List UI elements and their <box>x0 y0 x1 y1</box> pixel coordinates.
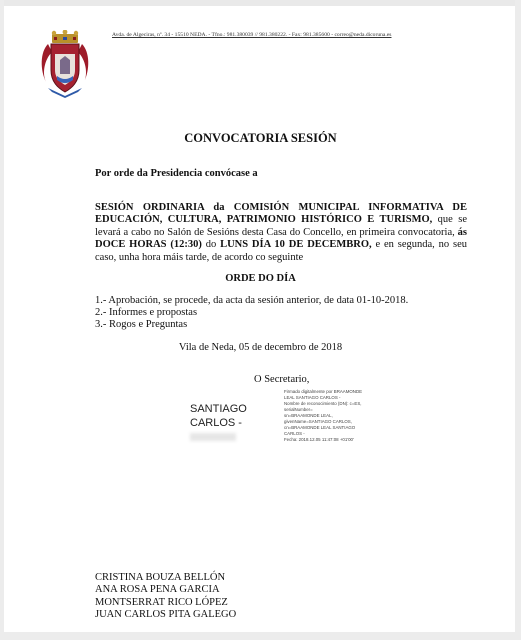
agenda-item: 2.- Informes e propostas <box>95 307 198 319</box>
recipient-name: ANA ROSA PENA GARCIA <box>95 584 220 596</box>
agenda-item: 3.- Rogos e Preguntas <box>95 319 188 331</box>
date-line: Vila de Neda, 05 de decembro de 2018 <box>178 342 343 353</box>
session-name: SESIÓN ORDINARIA da COMISIÓN MUNICIPAL INFORMATIVA DE EDUCACIÓN, CULTURA, PATRIMONIO HISTÓRICO E TURISMO, <box>95 202 467 226</box>
recipients-list <box>95 572 236 622</box>
coat-of-arms-icon <box>38 30 92 100</box>
signature-detail-line: Firmado digitalmente por BRAAMONDE <box>284 389 363 394</box>
recipient-name: JUAN CARLOS PITA GALEGO <box>95 609 237 621</box>
redacted-text <box>190 430 247 444</box>
signature-detail-line: CARLOS - <box>284 431 305 436</box>
signature-detail-line: LEAL SANTIAGO CARLOS - <box>284 395 341 400</box>
intro-line: Por orde da Presidencia convócase a <box>95 168 258 179</box>
signature-detail-line: serialNumber= <box>284 407 313 412</box>
digital-signature-details <box>284 389 402 443</box>
page-frame-bottom <box>0 632 521 640</box>
agenda-title: ORDE DO DÍA <box>225 273 296 284</box>
letterhead-address: Avda. de Algeciras, nº. 34 - 15510 NEDA. - Tfno.: 981.380039 // 981.380222. - Fax: 981.385600 - correo@neda.dicoruna.es <box>112 32 392 38</box>
session-day: LUNS DÍA 10 DE DECEMBRO, <box>220 239 372 251</box>
convocation-paragraph <box>95 202 467 264</box>
paragraph-text-1: que se levará a cabo no Salón de Sesións desta Casa do Concello, en primeira convocatoria, <box>95 214 467 238</box>
agenda-item: 1.- Aprobación, se procede, da acta da sesión anterior, de data 01-10-2018. <box>95 295 409 306</box>
page-frame-top <box>0 0 521 6</box>
signature-detail-line: givenName=SANTIAGO CARLOS, <box>284 419 352 424</box>
document-title: CONVOCATORIA SESIÓN <box>184 131 337 145</box>
signature-detail-line: Fecha: 2018.12.05 11:47:08 +01'00' <box>284 437 354 442</box>
signature-detail-line: Nombre de reconocimiento (DN): c=ES, <box>284 401 362 406</box>
agenda-list <box>95 295 408 332</box>
session-time: ás DOCE HORAS (12:30) <box>95 226 467 251</box>
recipient-name: MONTSERRAT RICO LÓPEZ <box>95 596 228 608</box>
paragraph-text-3: e en segunda, no seu caso, unha hora máis tarde, de acordo co seguinte <box>95 239 467 263</box>
page-frame-right <box>515 0 521 640</box>
signature-name-line: SANTIAGO <box>190 403 247 415</box>
signature-name-line: CARLOS - <box>190 417 242 429</box>
signature-name <box>190 402 247 444</box>
page-frame-left <box>0 0 4 640</box>
signature-detail-line: cn=BRAAMONDE LEAL SANTIAGO <box>284 425 356 430</box>
signature-detail-line: sn=BRAAMONDE LEAL, <box>284 413 333 418</box>
paragraph-text-2: do <box>201 239 221 251</box>
secretary-label: O Secretario, <box>254 374 310 385</box>
recipient-name: CRISTINA BOUZA BELLÓN <box>95 572 226 583</box>
